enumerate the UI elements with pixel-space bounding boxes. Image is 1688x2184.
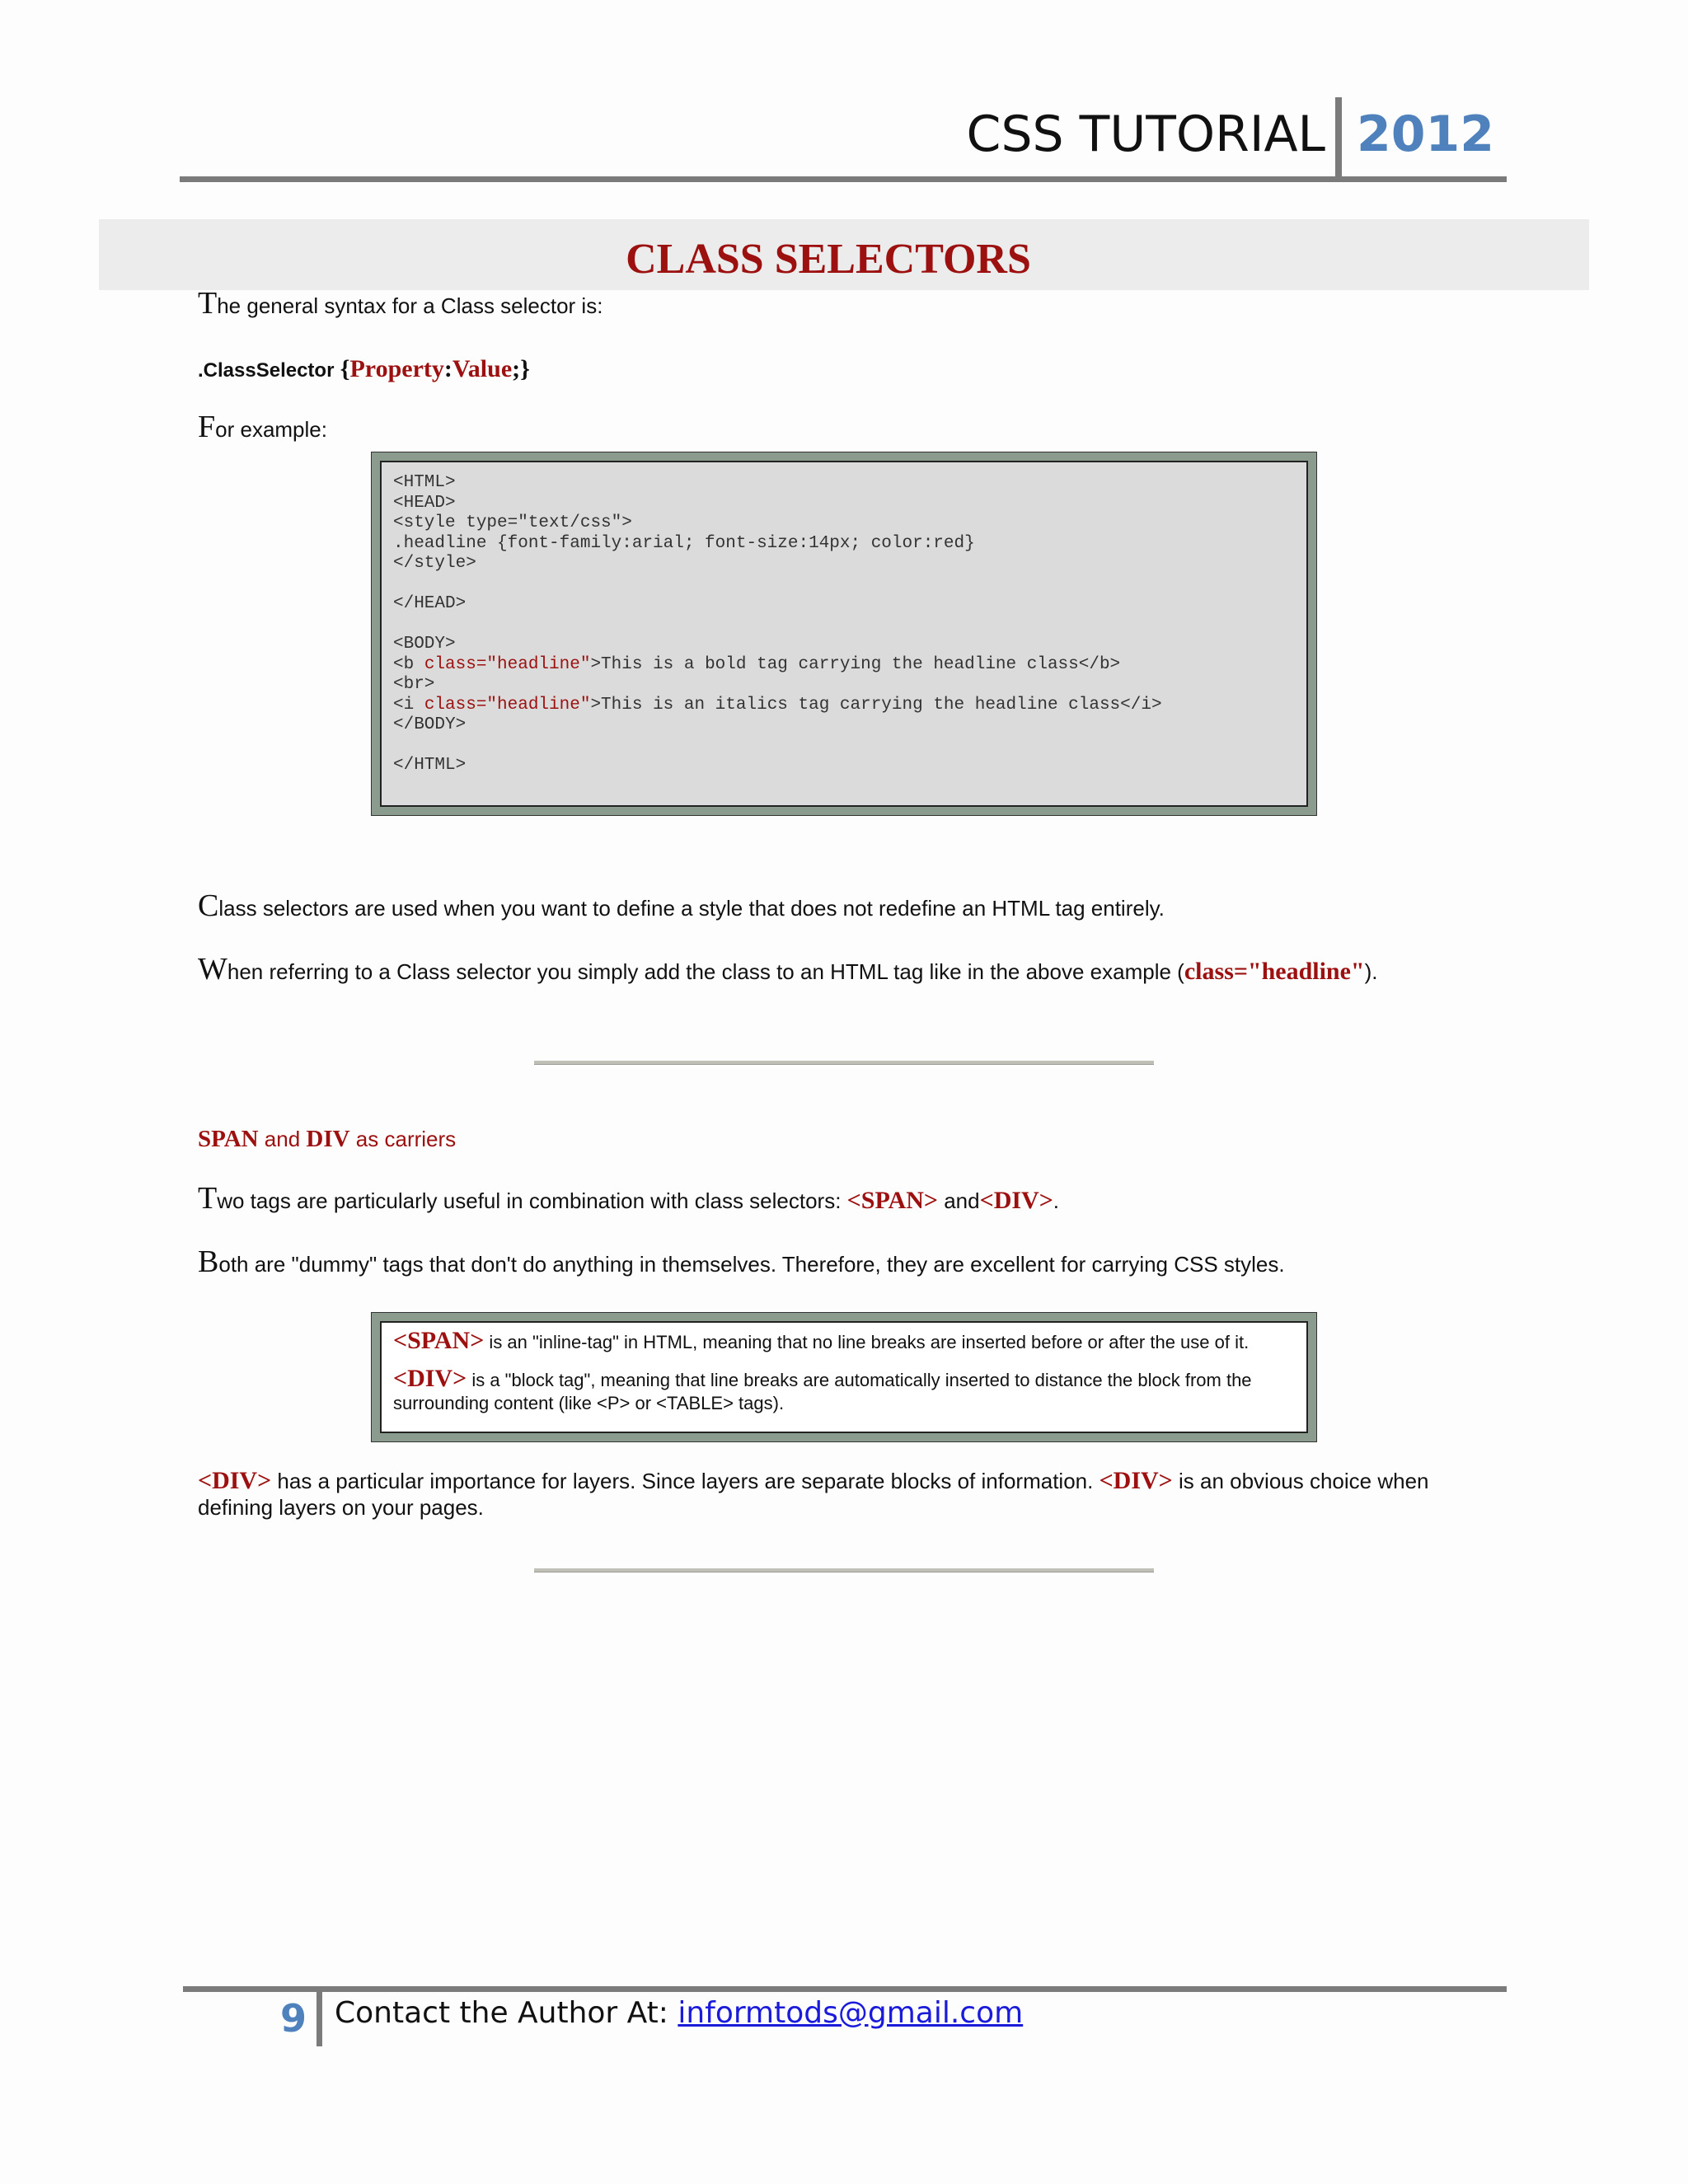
footer-rule	[183, 1986, 1507, 1992]
page-title: CLASS SELECTORS	[626, 236, 1031, 283]
span-div-box	[371, 1312, 1317, 1442]
span-div-content	[380, 1321, 1308, 1433]
code-line: </HTML>	[393, 756, 467, 775]
code-line: </BODY>	[393, 715, 467, 734]
span-description: <SPAN> is an "inline-tag" in HTML, meaning that no line breaks are inserted before or after the use of it.	[393, 1327, 1250, 1354]
code-line: </HEAD>	[393, 594, 467, 613]
footer-contact: Contact the Author At: informtods@gmail.com	[335, 1996, 1024, 2030]
code-line: <HEAD>	[393, 493, 456, 513]
code-example-content	[380, 461, 1308, 807]
header-rule	[180, 176, 1507, 182]
code-example-box	[371, 452, 1317, 816]
div-layers-paragraph: <DIV> has a particular importance for layers. Since layers are separate blocks of information. <DIV> is an obvious choice when defining layers on your pages.	[198, 1467, 1429, 1520]
header-year: 2012	[1357, 105, 1494, 163]
code-line: <HTML>	[393, 473, 456, 492]
two-tags-paragraph: Two tags are particularly useful in combination with class selectors: <SPAN> and<DIV>.	[198, 1181, 1060, 1216]
code-blank	[393, 736, 1306, 757]
code-line: <i class="headline">This is an italics tag carrying the headline class</i>	[393, 695, 1162, 715]
referring-paragraph: When referring to a Class selector you simply add the class to an HTML tag like in the above example (class="headline").	[198, 952, 1378, 987]
code-line: <style type="text/css">	[393, 513, 632, 532]
intro-paragraph: The general syntax for a Class selector is:	[198, 286, 603, 321]
horizontal-divider	[534, 1061, 1154, 1065]
header-divider	[1335, 97, 1342, 180]
code-line: <br>	[393, 675, 435, 694]
dummy-tags-paragraph: Both are "dummy" tags that don't do anything in themselves. Therefore, they are excellent for carrying CSS styles.	[198, 1244, 1285, 1279]
footer-divider	[316, 1989, 322, 2046]
author-email-link[interactable]: informtods@gmail.com	[678, 1996, 1024, 2030]
page-number: 9	[280, 1996, 307, 2041]
div-description: <DIV> is a "block tag", meaning that line breaks are automatically inserted to distance the block from the surrounding content (like <P> or <TABLE> tags).	[393, 1365, 1252, 1413]
code-line: <b class="headline">This is a bold tag carrying the headline class</b>	[393, 654, 1121, 674]
code-blank	[393, 615, 1306, 635]
section-heading: SPAN and DIV as carriers	[198, 1126, 457, 1152]
header-title: CSS TUTORIAL	[966, 105, 1325, 163]
code-blank	[393, 574, 1306, 595]
syntax-line: .ClassSelector {Property:Value;}	[198, 355, 530, 382]
code-line: </style>	[393, 554, 476, 573]
code-line: .headline {font-family:arial; font-size:14px; color:red}	[393, 533, 975, 553]
code-line: <BODY>	[393, 635, 456, 654]
example-label: For example:	[198, 410, 327, 444]
class-selector-paragraph: Class selectors are used when you want to define a style that does not redefine an HTML tag entirely.	[198, 888, 1165, 923]
horizontal-divider	[534, 1568, 1154, 1572]
